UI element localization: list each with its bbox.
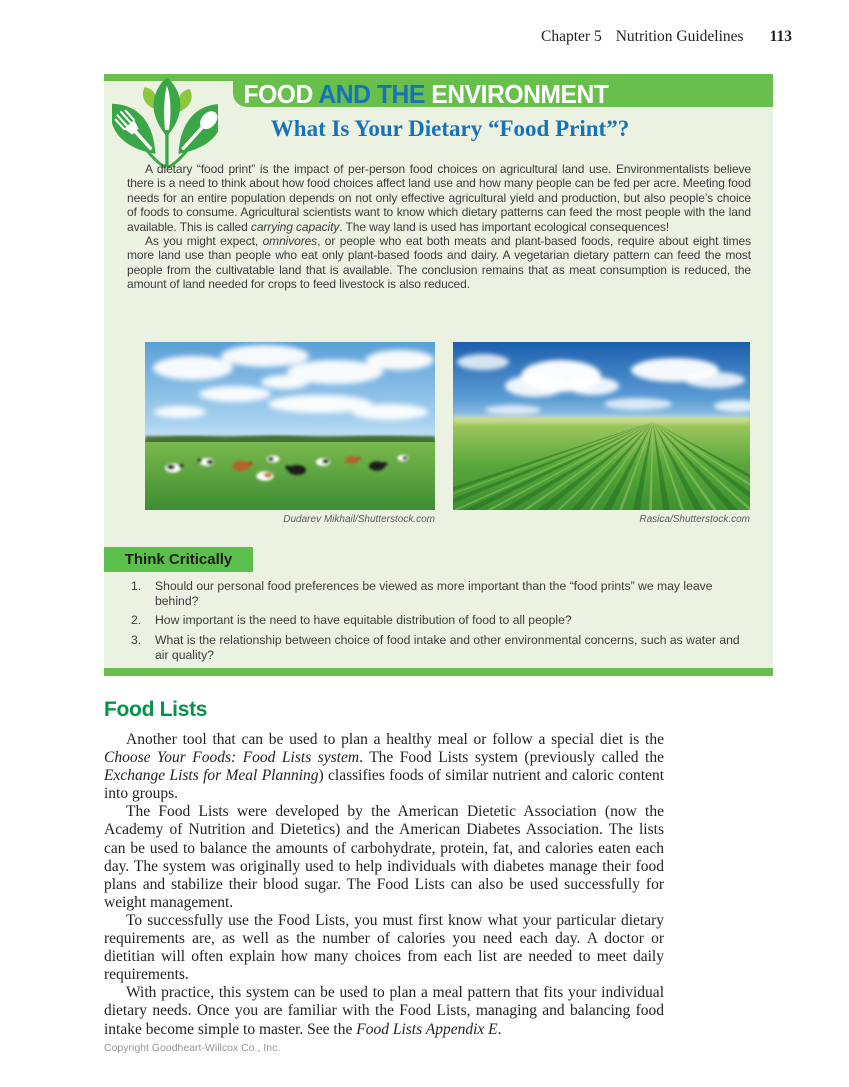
- question-text: How important is the need to have equitable distribution of food to all people?: [155, 613, 572, 628]
- feature-paragraph-2: As you might expect, omnivores, or people who eat both meats and plant-based foods, require about eight times more land use than people who eat only plant-based foods and dairy. A vegetarian dietary pattern can feed the most people from the cultivatable land that is available. The conclusion remains that as meat consumption is reduced, the amount of land needed for crops to feed livestock is also reduced.: [127, 234, 751, 292]
- feature-banner: [233, 81, 773, 107]
- think-critically-questions: [104, 579, 752, 667]
- feature-body-text: [127, 162, 751, 292]
- food-and-environment-feature-box: [104, 74, 773, 676]
- question-number: 3.: [131, 632, 142, 647]
- question-item: [104, 633, 752, 663]
- food-lists-heading: Food Lists: [104, 698, 208, 721]
- question-number: 1.: [131, 579, 142, 593]
- question-text: What is the relationship between choice of food intake and other environmental concerns, such as water and air quality?: [155, 632, 740, 662]
- photo-credit-right: Rasica/Shutterstock.com: [639, 514, 750, 525]
- food-lists-paragraph-1: Another tool that can be used to plan a healthy meal or follow a special diet is the Choose Your Foods: Food Lists system. The Food Lists system (previously called the Exchange Lists for Meal Planning) classifies foods of similar nutrient and caloric content into groups.: [104, 731, 664, 803]
- page-number: 113: [769, 28, 792, 45]
- section-title: Nutrition Guidelines: [615, 28, 744, 45]
- banner-word-food: FOOD: [243, 81, 313, 107]
- feature-subtitle: What Is Your Dietary “Food Print”?: [270, 116, 630, 141]
- banner-word-and-the: AND THE: [312, 81, 432, 107]
- chapter-label: Chapter 5: [541, 28, 602, 45]
- cows-grazing-pasture-photo: [145, 342, 435, 510]
- crop-field-rows-photo: [453, 342, 750, 510]
- question-text: Should our personal food preferences be viewed as more important than the “food prints” we may leave behind?: [155, 579, 713, 609]
- banner-word-environment: ENVIRONMENT: [431, 81, 609, 107]
- copyright-notice: Copyright Goodheart-Willcox Co., Inc.: [104, 1042, 281, 1054]
- feature-paragraph-1: A dietary “food print” is the impact of per-person food choices on agricultural land use. Environmentalists believe there is a need to think about how food choices affect land use and how many people can be fed per acre. Meeting food needs for an entire population depends on not only effective agricultural yield and production, but also people’s choice of foods to consume. Agricultural scientists want to know which dietary patterns can feed the most people with the land available. This is called carrying capacity. The way land is used has important ecological consequences!: [127, 162, 751, 234]
- question-item: [104, 579, 752, 609]
- food-lists-paragraph-4: With practice, this system can be used to plan a meal pattern that fits your individual dietary needs. Once you are familiar with the Food Lists, managing and balancing food intake become simple to master. See the Food Lists Appendix E.: [104, 984, 664, 1038]
- question-item: [104, 613, 752, 628]
- box-bottom-green-strip: [104, 668, 773, 676]
- food-lists-paragraph-2: The Food Lists were developed by the American Dietetic Association (now the Academy of Nutrition and Dietetics) and the American Diabetes Association. The lists can be used to balance the amounts of carbohydrate, protein, fat, and calories eaten each day. The system was originally used to help individuals with diabetes manage their food plans and stabilize their blood sugar. The Food Lists can also be used successfully for weight management.: [104, 803, 664, 911]
- photo-credits: [145, 514, 750, 525]
- feature-banner-title: [233, 81, 609, 107]
- running-head: [541, 28, 792, 46]
- food-lists-paragraph-3: To successfully use the Food Lists, you must first know what your particular dietary requirements are, as well as the number of calories you need each day. A doctor or dietitian will often explain how many choices from each list are needed to meet daily requirements.: [104, 911, 664, 984]
- food-lists-section: [104, 698, 664, 1039]
- think-critically-label: Think Critically: [104, 547, 253, 572]
- food-lists-body: [104, 731, 664, 1039]
- question-number: 2.: [131, 613, 142, 628]
- photo-credit-left: Dudarev Mikhail/Shutterstock.com: [283, 514, 435, 525]
- photo-row: [145, 342, 750, 510]
